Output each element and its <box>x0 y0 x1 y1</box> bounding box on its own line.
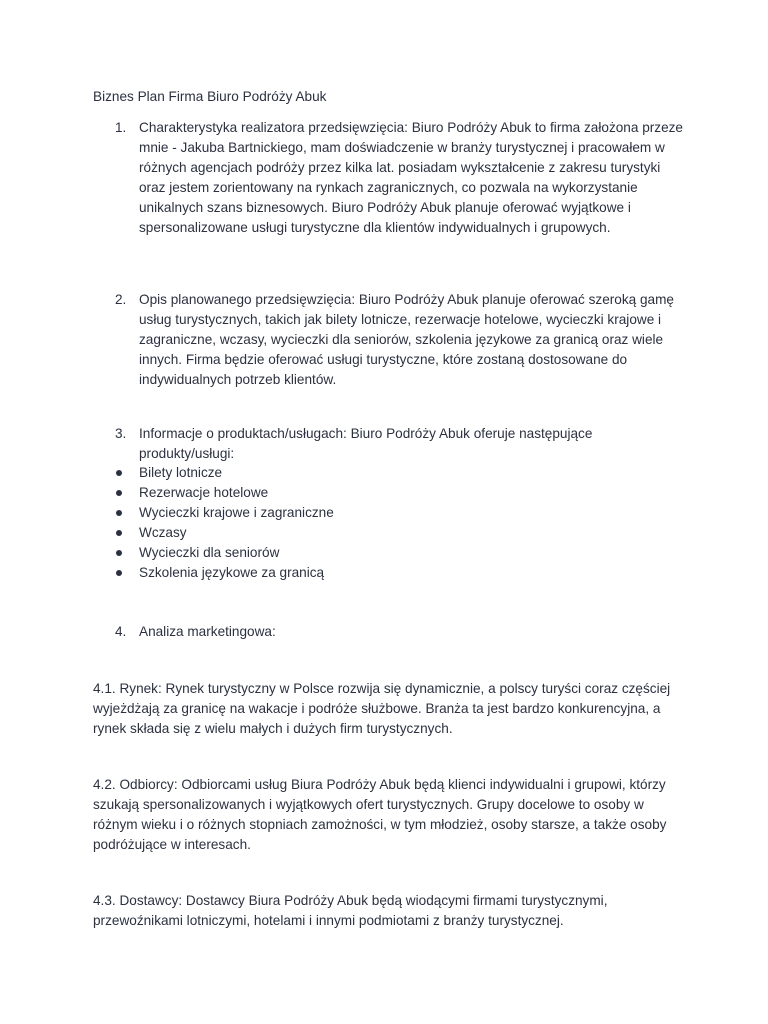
bullet-icon <box>116 550 122 556</box>
section-number: 3. <box>115 426 127 441</box>
subsection-4-3: 4.3. Dostawcy: Dostawcy Biura Podróży Abuk będą wiodącymi firmami turystycznymi, przewoźnikami lotniczymi, hotelami i innymi podmiotami z branży turystycznej. <box>93 893 608 928</box>
list-item-label: Wycieczki krajowe i zagraniczne <box>139 505 334 520</box>
list-item-label: Wczasy <box>139 525 187 540</box>
list-item-label: Szkolenia językowe za granicą <box>139 565 325 580</box>
document-title: Biznes Plan Firma Biuro Podróży Abuk <box>93 89 327 104</box>
bullet-icon <box>116 530 122 536</box>
list-item <box>115 543 334 563</box>
list-item <box>115 503 334 523</box>
list-item-label: Wycieczki dla seniorów <box>139 545 280 560</box>
bullet-icon <box>116 490 122 496</box>
section-number: 2. <box>115 292 127 307</box>
section-2 <box>115 290 685 390</box>
list-item <box>115 523 334 543</box>
section-text: Charakterystyka realizatora przedsięwzięcia: Biuro Podróży Abuk to firma założona przeze mnie - Jakuba Bartnickiego, mam doświadczenie w branży turystycznej i pracowałem w różnych agencjach podróży przez kilka lat. posiadam wykształcenie z zakresu turystyki oraz jestem zorientowany na rynkach zagranicznych, co pozwala na wykorzystanie unikalnych szans biznesowych. Biuro Podróży Abuk planuje oferować wyjątkowe i spersonalizowane usługi turystyczne dla klientów indywidualnych i grupowych. <box>139 120 683 235</box>
section-text: Opis planowanego przedsięwzięcia: Biuro Podróży Abuk planuje oferować szeroką gamę usług turystycznych, takich jak bilety lotnicze, rezerwacje hotelowe, wycieczki krajowe i zagraniczne, wczasy, wycieczki dla seniorów, szkolenia językowe za granicą oraz wiele innych. Firma będzie oferować usługi turystyczne, które zostaną dostosowane do indywidualnych potrzeb klientów. <box>139 292 674 387</box>
bullet-icon <box>116 510 122 516</box>
list-item <box>115 463 334 483</box>
list-item <box>115 483 334 503</box>
section-3 <box>115 424 685 464</box>
list-item-label: Bilety lotnicze <box>139 465 223 480</box>
list-item-label: Rezerwacje hotelowe <box>139 485 269 500</box>
section-number: 4. <box>115 624 127 639</box>
bullet-icon <box>116 570 122 576</box>
section-text: Analiza marketingowa: <box>139 624 276 639</box>
section-number: 1. <box>115 120 127 135</box>
list-item <box>115 563 334 583</box>
product-list <box>115 463 334 583</box>
section-text: Informacje o produktach/usługach: Biuro Podróży Abuk oferuje następujące produkty/usługi: <box>139 426 593 461</box>
section-1 <box>115 118 685 238</box>
subsection-4-2: 4.2. Odbiorcy: Odbiorcami usług Biura Podróży Abuk będą klienci indywidualni i grupowi, którzy szukają spersonalizowanych i wyjątkowych ofert turystycznych. Grupy docelowe to osoby w różnym wieku i o różnych stopniach zamożności, w tym młodzież, osoby starsze, a także osoby podróżujące w interesach. <box>93 777 667 852</box>
bullet-icon <box>116 470 122 476</box>
section-4 <box>115 622 685 642</box>
subsection-4-1: 4.1. Rynek: Rynek turystyczny w Polsce rozwija się dynamicznie, a polscy turyści coraz częściej wyjeżdżają za granicę na wakacje i podróże służbowe. Branża ta jest bardzo konkurencyjna, a rynek składa się z wielu małych i dużych firm turystycznych. <box>93 681 671 736</box>
